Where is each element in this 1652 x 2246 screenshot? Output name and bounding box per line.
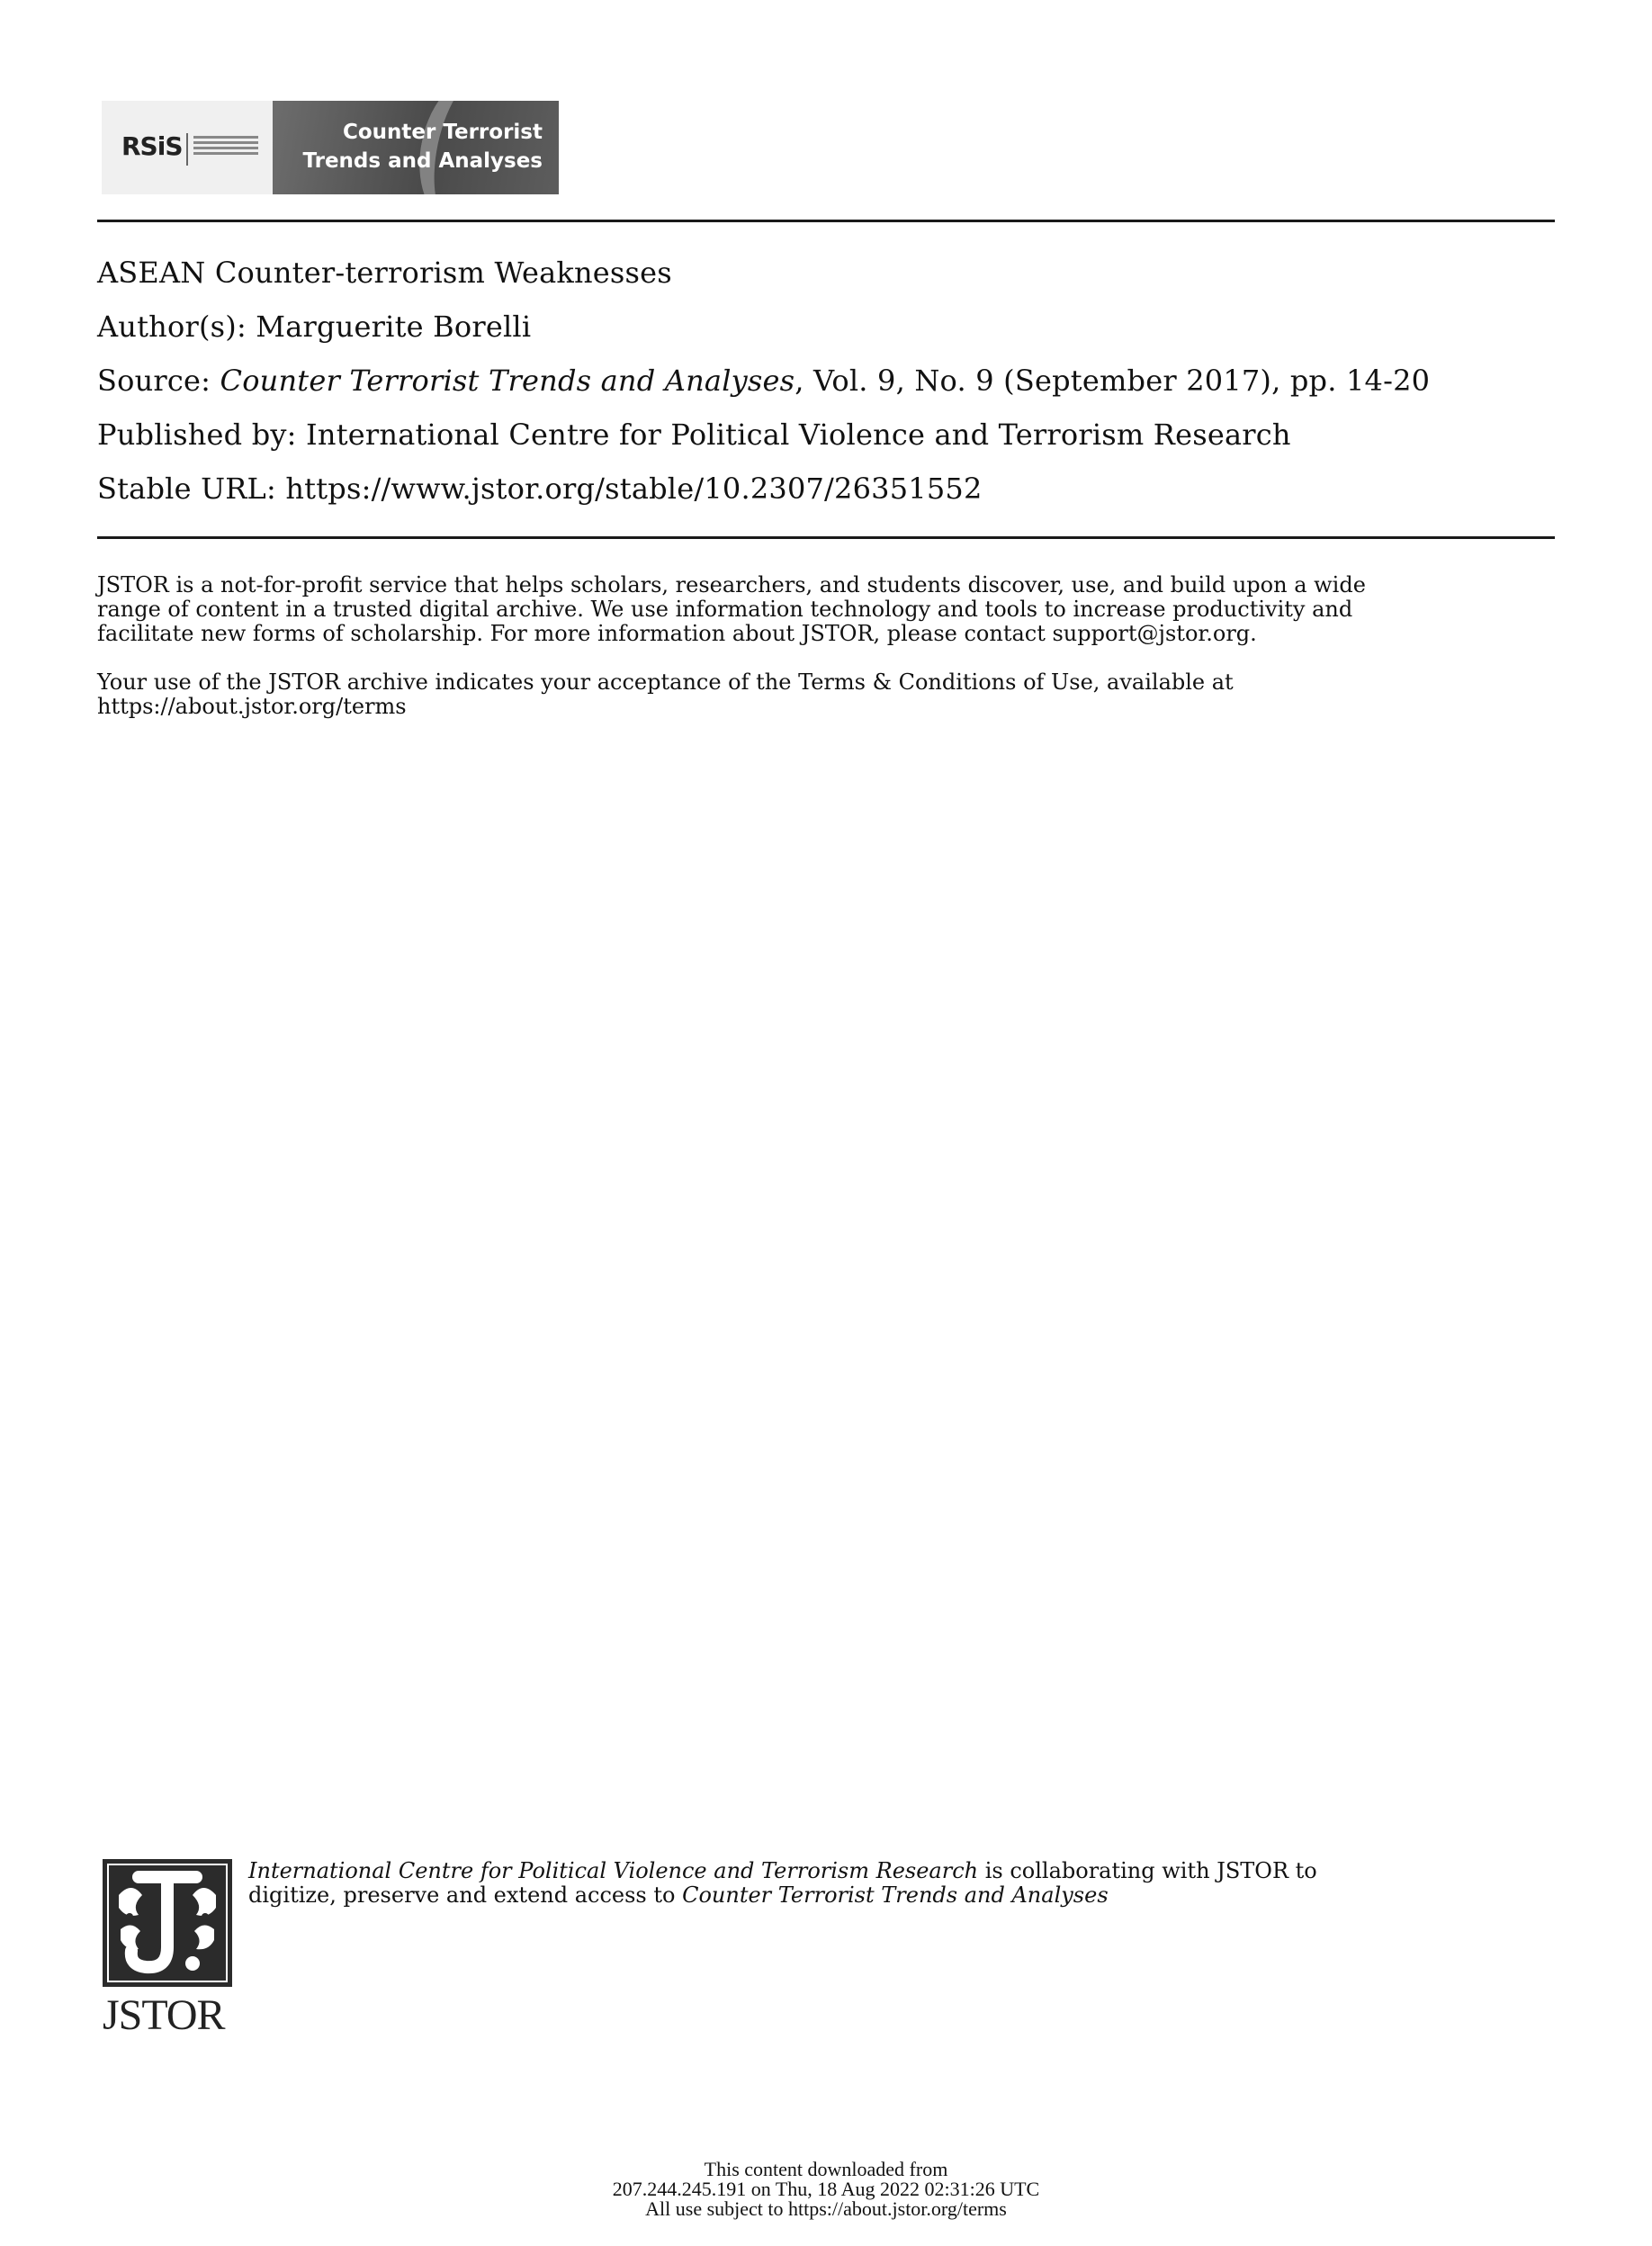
stable-url-label: Stable URL: xyxy=(97,472,286,506)
footer-line: 207.244.245.191 on Thu, 18 Aug 2022 02:31:26 UTC xyxy=(612,2178,1040,2200)
collaboration-text: is collaborating with JSTOR to xyxy=(978,1858,1317,1883)
collaboration-statement xyxy=(248,1859,1317,1908)
rsis-subtitle-graphic xyxy=(186,133,258,166)
footer-line: All use subject to https://about.jstor.org/terms xyxy=(645,2197,1007,2220)
journal-banner xyxy=(273,101,559,194)
jstor-logo xyxy=(103,1859,236,2040)
rsis-wordmark: RSiS xyxy=(121,131,183,161)
banner-swoosh xyxy=(407,101,534,194)
terms-notice xyxy=(97,670,1555,719)
footer-line: This content downloaded from xyxy=(704,2158,948,2180)
collaboration-journal: Counter Terrorist Trends and Analyses xyxy=(682,1882,1109,1908)
publisher-line xyxy=(97,418,1291,452)
source-journal: Counter Terrorist Trends and Analyses xyxy=(220,364,795,398)
stable-url-link[interactable]: https://www.jstor.org/stable/10.2307/26351552 xyxy=(285,472,983,506)
bottom-divider xyxy=(97,536,1555,539)
publisher-name: International Centre for Political Violence and Terrorism Research xyxy=(306,418,1291,452)
rsis-logo xyxy=(102,101,273,194)
source-label: Source: xyxy=(97,364,220,398)
source-line xyxy=(97,364,1430,398)
journal-logo xyxy=(102,101,559,194)
collaboration-line-2 xyxy=(248,1883,1317,1908)
partner-name: International Centre for Political Violence and Terrorism Research xyxy=(248,1858,979,1883)
notice-line: JSTOR is a not-for-profit service that helps scholars, researchers, and students discover, use, and build upon a wide xyxy=(97,572,1366,597)
top-divider xyxy=(97,220,1555,222)
article-title: ASEAN Counter-terrorism Weaknesses xyxy=(97,256,672,290)
notice-line: range of content in a trusted digital archive. We use information technology and tools to increase productivity and xyxy=(97,597,1353,622)
jstor-notice xyxy=(97,573,1555,646)
publisher-label: Published by: xyxy=(97,418,307,452)
stable-url-line xyxy=(97,472,983,506)
collaboration-text: digitize, preserve and extend access to xyxy=(248,1882,683,1908)
author-line xyxy=(97,310,531,344)
collaboration-line-1 xyxy=(248,1859,1317,1883)
jstor-wordmark: JSTOR xyxy=(103,1991,225,2039)
banner-title-line2: Trends and Analyses xyxy=(302,149,543,173)
banner-title-line1: Counter Terrorist xyxy=(342,121,543,144)
author-label: Author(s): xyxy=(97,310,256,344)
source-details: , Vol. 9, No. 9 (September 2017), pp. 14-20 xyxy=(795,364,1431,398)
terms-link[interactable]: https://about.jstor.org/terms xyxy=(97,694,407,719)
author-name: Marguerite Borelli xyxy=(256,310,532,344)
download-footer xyxy=(0,2160,1652,2219)
notice-line: facilitate new forms of scholarship. For more information about JSTOR, please contact support@jstor.org. xyxy=(97,621,1257,646)
jstor-emblem-icon xyxy=(103,1859,232,1987)
terms-line: Your use of the JSTOR archive indicates your acceptance of the Terms & Conditions of Use, available at xyxy=(97,669,1234,695)
